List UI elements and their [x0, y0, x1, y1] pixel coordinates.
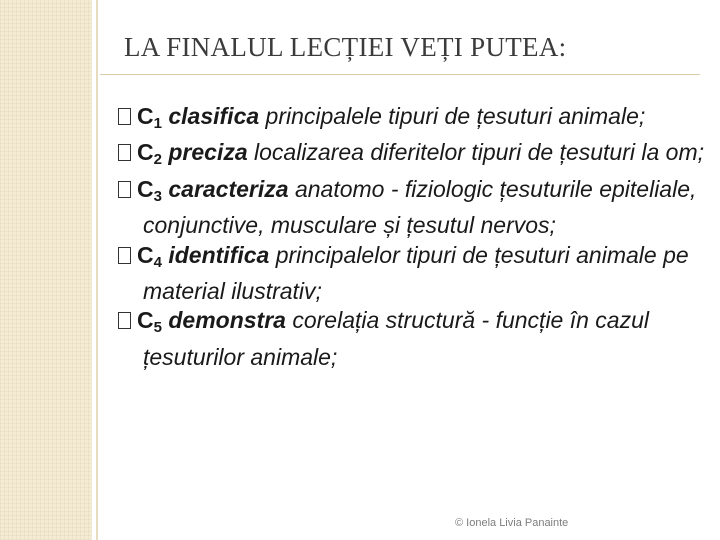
- square-bullet-icon: [118, 247, 131, 264]
- objective-text: localizarea diferitelor tipuri de țesuturi la om;: [247, 139, 704, 166]
- square-bullet-icon: [118, 181, 131, 198]
- objective-item-5: [118, 306, 708, 372]
- objective-code: $C_2$: [137, 139, 162, 169]
- objectives-list: [118, 102, 708, 372]
- objective-text: principalelor tipuri de țesuturi animale pe material ilustrativ;: [143, 241, 689, 305]
- objective-code: $C_5$: [137, 307, 162, 337]
- objective-verb: caracteriza: [168, 175, 289, 202]
- objective-item-4: [118, 241, 708, 307]
- objective-item-3: [118, 175, 708, 241]
- title-divider: [100, 74, 700, 75]
- objective-text: corelația structură - funcție în cazul țesuturilor animale;: [143, 307, 650, 370]
- objective-item-2: [118, 138, 708, 174]
- objective-item-1: [118, 102, 708, 138]
- objective-verb: demonstra: [168, 307, 286, 334]
- objective-verb: clasifica: [168, 103, 260, 129]
- objective-text: anatomo - fiziologic țesuturile epiteliale, conjunctive, musculare și țesutul nervos;: [143, 175, 697, 239]
- slide-title: LA FINALUL LECȚIEI VEȚI PUTEA:: [124, 32, 567, 62]
- objective-verb: preciza: [168, 139, 248, 166]
- objective-code: $C_1$: [137, 103, 162, 132]
- objective-verb: identifica: [168, 241, 270, 268]
- square-bullet-icon: [118, 108, 131, 125]
- square-bullet-icon: [118, 312, 131, 329]
- square-bullet-icon: [118, 144, 131, 161]
- decorative-side-strip: [0, 0, 92, 540]
- objective-text: principalele tipuri de țesuturi animale;: [259, 103, 646, 129]
- objective-code: $C_3$: [137, 175, 162, 205]
- copyright-footer: © Ionela Livia Panainte: [455, 517, 569, 529]
- objective-code: $C_4$: [137, 241, 162, 271]
- decorative-side-line: [96, 0, 98, 540]
